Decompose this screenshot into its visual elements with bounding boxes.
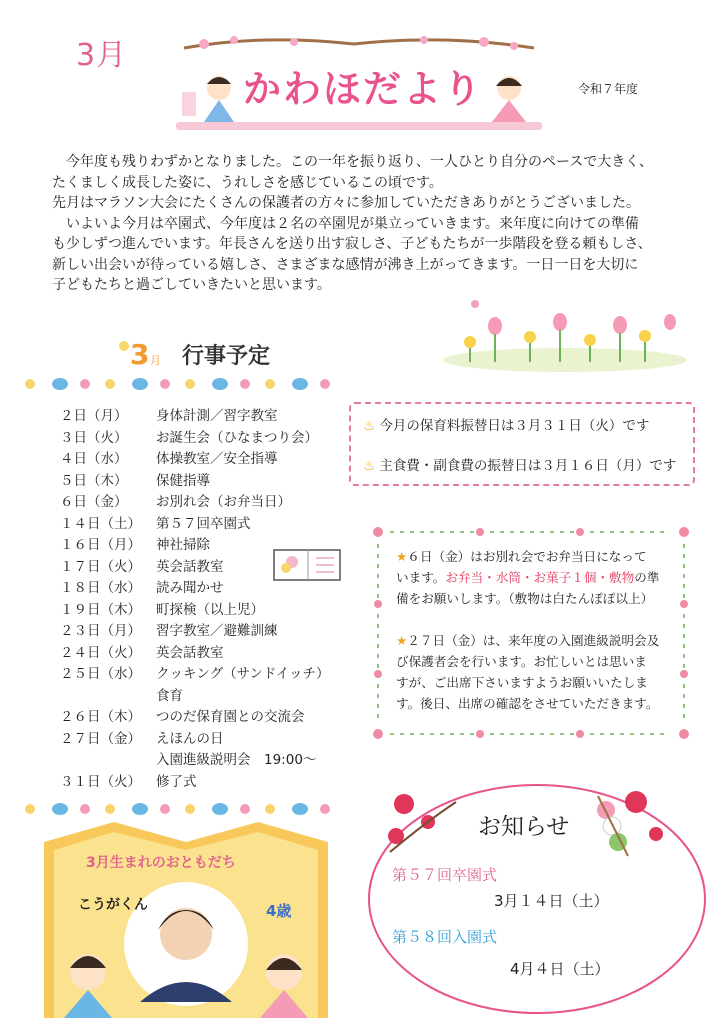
event-date: ２５日（水） xyxy=(60,666,141,682)
event-date: ２３日（月） xyxy=(60,623,141,639)
event-text: クッキング（サンドイッチ） xyxy=(156,666,330,682)
memo-box xyxy=(370,524,692,742)
event-row xyxy=(60,555,224,575)
flower-card-illustration xyxy=(272,546,342,582)
month-label: 3月 xyxy=(76,38,128,73)
event-row xyxy=(60,490,291,510)
boy-doll-icon xyxy=(204,76,234,122)
graduation-date: 3月１４日（土） xyxy=(494,892,609,910)
event-row xyxy=(60,576,224,596)
era-label: 令和７年度 xyxy=(578,82,639,96)
ribbon-bird-border xyxy=(20,375,350,393)
memo-text-run: の準 xyxy=(634,570,660,585)
intro-text xyxy=(52,152,672,296)
month-badge-icon xyxy=(112,336,182,370)
event-text: 体操教室／安全指導 xyxy=(156,451,278,467)
child-name: こうがくん xyxy=(78,897,148,913)
graduation-label: 第５７回卒園式 xyxy=(392,866,498,884)
event-date: ６日（金） xyxy=(60,494,128,510)
event-row xyxy=(60,770,197,790)
event-date: １７日（火） xyxy=(60,558,141,575)
intro-line: も少しずつ進んでいます。年長さんを送り出す寂しさ、子どもたちが一歩階段を登る頼もしさ、 xyxy=(52,236,652,252)
tulip-garden-illustration xyxy=(440,292,690,372)
payment-notice-box xyxy=(349,402,695,486)
event-text: 神社掃除 xyxy=(156,537,210,553)
entrance-label: 第５８回入園式 xyxy=(392,928,498,946)
event-text: 保健指導 xyxy=(156,472,210,489)
event-date: ５日（木） xyxy=(60,472,128,489)
notice-line xyxy=(363,454,676,474)
memo-line: すが、ご出席下さいますようお願いいたしま xyxy=(396,675,648,690)
memo-text-run: います。 xyxy=(396,570,446,585)
event-row xyxy=(60,426,318,446)
intro-line: 今年度も残りわずかとなりました。この一年を振り返り、一人ひとり自分のペースで大きく、 xyxy=(52,154,654,170)
event-row xyxy=(60,619,278,639)
intro-line: 先月はマラソン大会にたくさんの保護者の方々に参加していただきありがとうございました。 xyxy=(52,195,640,211)
notice-line-text: 主食費・副食費の振替日は３月１６日（月）です xyxy=(379,458,677,474)
info-title: お知らせ xyxy=(478,814,570,840)
event-date: １９日（木） xyxy=(60,601,141,618)
event-text: 入園進級説明会 19:00～ xyxy=(156,752,317,768)
event-text: 町探検（以上児） xyxy=(156,601,264,618)
event-date: ３日（火） xyxy=(60,429,128,446)
event-date: ２７日（金） xyxy=(60,730,141,747)
candle-icon: ♨ xyxy=(363,458,376,474)
event-row xyxy=(60,684,183,704)
event-text: えほんの日 xyxy=(156,730,224,747)
event-row xyxy=(60,404,278,424)
event-text: 修了式 xyxy=(156,773,197,790)
event-date: ２４日（火） xyxy=(60,644,141,661)
event-row xyxy=(60,469,210,489)
memo-line xyxy=(396,567,671,588)
intro-line: 新しい出会いが待っている嬉しさ、さまざまな感情が沸き上がってきます。一日一日を大切に xyxy=(52,256,639,273)
event-row xyxy=(60,533,210,553)
event-date: ４日（水） xyxy=(60,451,128,467)
events-heading: 行事予定 xyxy=(182,344,271,369)
event-date: ３１日（火） xyxy=(60,773,141,790)
memo-line xyxy=(396,630,671,651)
ribbon-bird-border xyxy=(20,800,350,818)
memo-spacer xyxy=(396,609,671,630)
event-row xyxy=(60,512,251,532)
intro-line: たくましく成長した姿に、うれしさを感じているこの頃です。 xyxy=(52,174,443,191)
event-date: １６日（月） xyxy=(60,537,141,553)
event-date: １８日（水） xyxy=(60,580,141,596)
event-row xyxy=(60,598,264,618)
memo-text-run: ６日（金）はお別れ会でお弁当日になって xyxy=(407,549,647,564)
memo-highlight: お弁当・水筒・お菓子１個・敷物 xyxy=(445,570,635,585)
events-list xyxy=(60,404,360,799)
event-text: 食育 xyxy=(156,687,183,704)
svg-text:月: 月 xyxy=(150,354,161,367)
memo-text xyxy=(396,546,671,714)
event-text: 英会話教室 xyxy=(156,644,224,661)
event-text: つのだ保育園との交流会 xyxy=(156,709,305,725)
child-age: 4歳 xyxy=(266,902,292,920)
memo-line: 備をお願いします。（敷物は白たんぽぽ以上） xyxy=(396,591,654,606)
newsletter-title: かわほだより xyxy=(242,67,483,111)
event-text: 第５７回卒園式 xyxy=(156,515,251,532)
girl-doll-icon xyxy=(492,76,526,122)
event-date: ２日（月） xyxy=(60,408,128,424)
star-icon: ★ xyxy=(396,633,408,648)
notice-line-text: 今月の保育料振替日は３月３１日（火）です xyxy=(379,418,650,434)
birthday-title: 3月生まれのおともだち xyxy=(86,855,236,871)
event-text: 読み聞かせ xyxy=(156,580,224,596)
event-row xyxy=(60,662,329,682)
memo-line: す。後日、出席の確認をさせていただきます。 xyxy=(396,696,659,711)
candle-icon: ♨ xyxy=(363,418,376,434)
event-date: １４日（土） xyxy=(60,515,141,532)
star-icon: ★ xyxy=(396,549,408,564)
event-date: ２６日（木） xyxy=(60,709,141,725)
svg-text:3: 3 xyxy=(130,338,150,370)
event-row xyxy=(60,748,316,768)
butterfly-icon xyxy=(471,300,479,308)
notice-line xyxy=(363,414,649,434)
event-text: お別れ会（お弁当日） xyxy=(156,494,291,510)
memo-text-run: ２７日（金）は、来年度の入園進級説明会及 xyxy=(407,633,660,648)
intro-line: いよいよ今月は卒園式、今年度は２名の卒園児が巣立っていきます。来年度に向けての準備 xyxy=(52,215,639,232)
event-row xyxy=(60,447,278,467)
event-row xyxy=(60,705,305,725)
memo-line xyxy=(396,546,671,567)
intro-line: 子どもたちと過ごしていきたいと思います。 xyxy=(52,277,331,293)
entrance-date: 4月４日（土） xyxy=(510,960,610,978)
event-text: 英会話教室 xyxy=(156,558,224,575)
event-text: 身体計測／習字教室 xyxy=(156,408,278,424)
event-row xyxy=(60,641,224,661)
memo-line: び保護者会を行います。お忙しいとは思いま xyxy=(396,654,647,669)
event-text: お誕生会（ひなまつり会） xyxy=(156,429,318,446)
event-text: 習字教室／避難訓練 xyxy=(156,623,278,639)
event-row xyxy=(60,727,224,747)
